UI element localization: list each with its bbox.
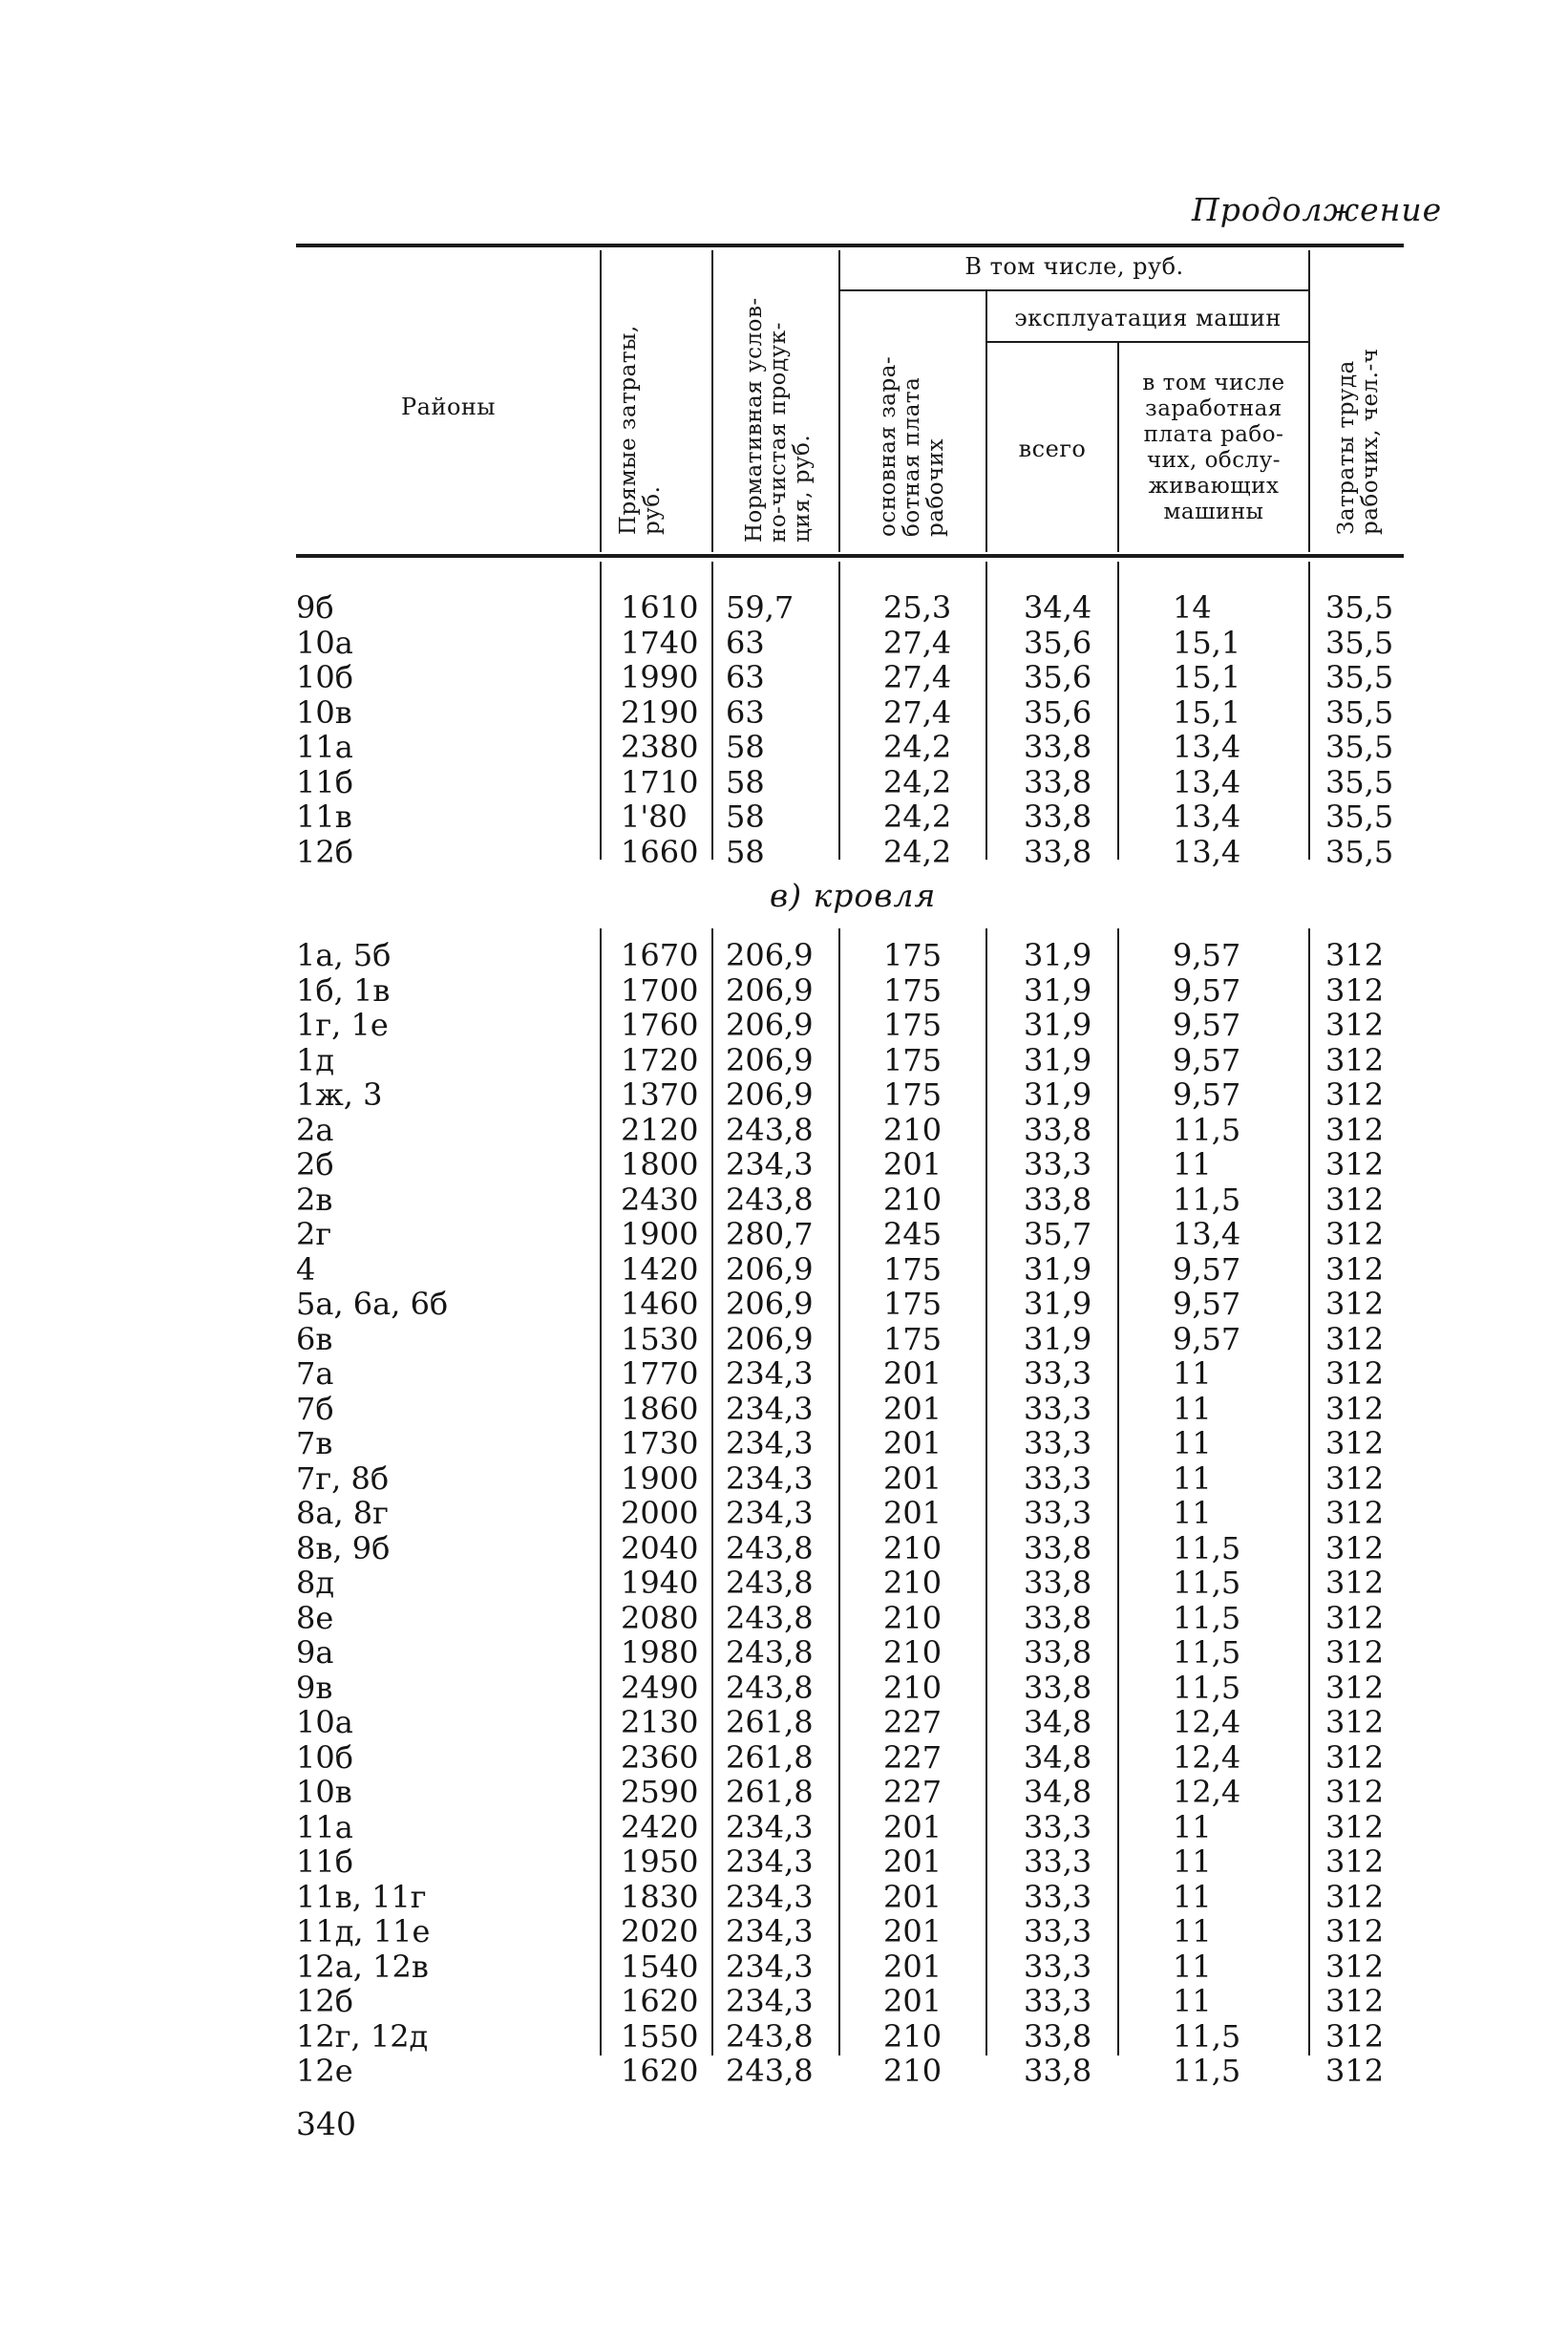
header-bottom-rule xyxy=(296,554,1404,558)
header-divider-6 xyxy=(1308,250,1310,552)
table-row: 10б 2360 261,8 227 34,8 12,4 312 xyxy=(296,1738,1385,1776)
table-row: 8а, 8г 2000 234,3 201 33,3 11 312 xyxy=(296,1495,1385,1531)
table-row: 12а, 12в 1540 234,3 201 33,3 11 312 xyxy=(296,1948,1385,1985)
base-wage-header: основная зара- ботная плата рабочих xyxy=(876,355,948,537)
table-row: 7г, 8б 1900 234,3 201 33,3 11 312 xyxy=(296,1459,1385,1497)
table-row: 7б 1860 234,3 201 33,3 11 312 xyxy=(296,1390,1385,1427)
table-row: 11д, 11е 2020 234,3 201 33,3 11 312 xyxy=(296,1913,1385,1949)
table-row: 11а 2380 58 24,2 33,8 13,4 35,5 xyxy=(296,729,1394,765)
table-row: 11б 1710 58 24,2 33,8 13,4 35,5 xyxy=(296,763,1394,800)
table-row: 4 1420 206,9 175 31,9 9,57 312 xyxy=(296,1250,1385,1288)
table-row: 10в 2590 261,8 227 34,8 12,4 312 xyxy=(296,1774,1385,1810)
including-header: В том числе, руб. xyxy=(964,253,1184,280)
total-header: всего xyxy=(1018,436,1087,462)
table-row: 11а 2420 234,3 201 33,3 11 312 xyxy=(296,1808,1385,1845)
table-row: 9а 1980 243,8 210 33,8 11,5 312 xyxy=(296,1634,1385,1671)
table-row: 8в, 9б 2040 243,8 210 33,8 11,5 312 xyxy=(296,1529,1385,1566)
table-row: 12е 1620 243,8 210 33,8 11,5 312 xyxy=(296,2053,1385,2089)
table-row: 10а 1740 63 27,4 35,6 15,1 35,5 xyxy=(296,624,1394,661)
continuation-label: Продолжение xyxy=(1192,191,1443,228)
machine-rule xyxy=(987,341,1308,343)
table-row: 2б 1800 234,3 201 33,3 11 312 xyxy=(296,1146,1385,1182)
including-rule xyxy=(840,289,1308,291)
table-row: 2г 1900 280,7 245 35,7 13,4 312 xyxy=(296,1216,1385,1252)
table-row: 5а, 6а, 6б 1460 206,9 175 31,9 9,57 312 xyxy=(296,1286,1385,1322)
direct-costs-header: Прямые затраты, руб. xyxy=(616,325,665,535)
table-top-rule xyxy=(296,244,1404,247)
page-number: 340 xyxy=(296,2105,356,2142)
section-title: в) кровля xyxy=(770,877,937,914)
table-row: 2в 2430 243,8 210 33,8 11,5 312 xyxy=(296,1181,1385,1218)
machine-wage-header: в том числе заработная плата рабо- чих, обслу- живающих машины xyxy=(1142,371,1285,524)
table-row: 1б, 1в 1700 206,9 175 31,9 9,57 312 xyxy=(296,971,1385,1009)
header-divider-3 xyxy=(838,250,840,552)
table-row: 7а 1770 234,3 201 33,3 11 312 xyxy=(296,1355,1385,1392)
top-block-rows xyxy=(0,590,1568,869)
table-row: 11в, 11г 1830 234,3 201 33,3 11 312 xyxy=(296,1878,1385,1915)
table-row: 2а 2120 243,8 210 33,8 11,5 312 xyxy=(296,1111,1385,1148)
table-row: 10а 2130 261,8 227 34,8 12,4 312 xyxy=(296,1704,1385,1740)
table-row: 7в 1730 234,3 201 33,3 11 312 xyxy=(296,1425,1385,1461)
table-row: 6в 1530 206,9 175 31,9 9,57 312 xyxy=(296,1320,1385,1357)
table-row: 8д 1940 243,8 210 33,8 11,5 312 xyxy=(296,1565,1385,1601)
table-row: 12б 1660 58 24,2 33,8 13,4 35,5 xyxy=(296,833,1394,870)
header-divider-2 xyxy=(711,250,713,552)
table-row: 1а, 5б 1670 206,9 175 31,9 9,57 312 xyxy=(296,937,1385,973)
districts-header: Районы xyxy=(401,394,496,420)
table-row: 1г, 1е 1760 206,9 175 31,9 9,57 312 xyxy=(296,1007,1385,1043)
table-row: 8е 2080 243,8 210 33,8 11,5 312 xyxy=(296,1599,1385,1636)
table-row: 10в 2190 63 27,4 35,6 15,1 35,5 xyxy=(296,693,1394,731)
table-row: 11в 1'80 58 24,2 33,8 13,4 35,5 xyxy=(296,799,1394,835)
header-divider-1 xyxy=(600,250,602,552)
table-row: 10б 1990 63 27,4 35,6 15,1 35,5 xyxy=(296,659,1394,695)
table-row: 9б 1610 59,7 25,3 34,4 14 35,5 xyxy=(296,589,1394,626)
roof-block-rows xyxy=(0,938,1568,2089)
labor-header: Затраты труда рабочих, чел.-ч xyxy=(1334,348,1383,535)
table-row: 1д 1720 206,9 175 31,9 9,57 312 xyxy=(296,1041,1385,1078)
machine-operation-header: эксплуатация машин xyxy=(1014,305,1282,331)
table-row: 11б 1950 234,3 201 33,3 11 312 xyxy=(296,1843,1385,1880)
table-row: 1ж, 3 1370 206,9 175 31,9 9,57 312 xyxy=(296,1076,1385,1113)
table-row: 12г, 12д 1550 243,8 210 33,8 11,5 312 xyxy=(296,2017,1385,2055)
table-row: 12б 1620 234,3 201 33,3 11 312 xyxy=(296,1983,1385,2019)
normative-production-header: Нормативная услов- но-чистая продук- ция, руб. xyxy=(742,297,815,543)
table-row: 9в 2490 243,8 210 33,8 11,5 312 xyxy=(296,1669,1385,1706)
